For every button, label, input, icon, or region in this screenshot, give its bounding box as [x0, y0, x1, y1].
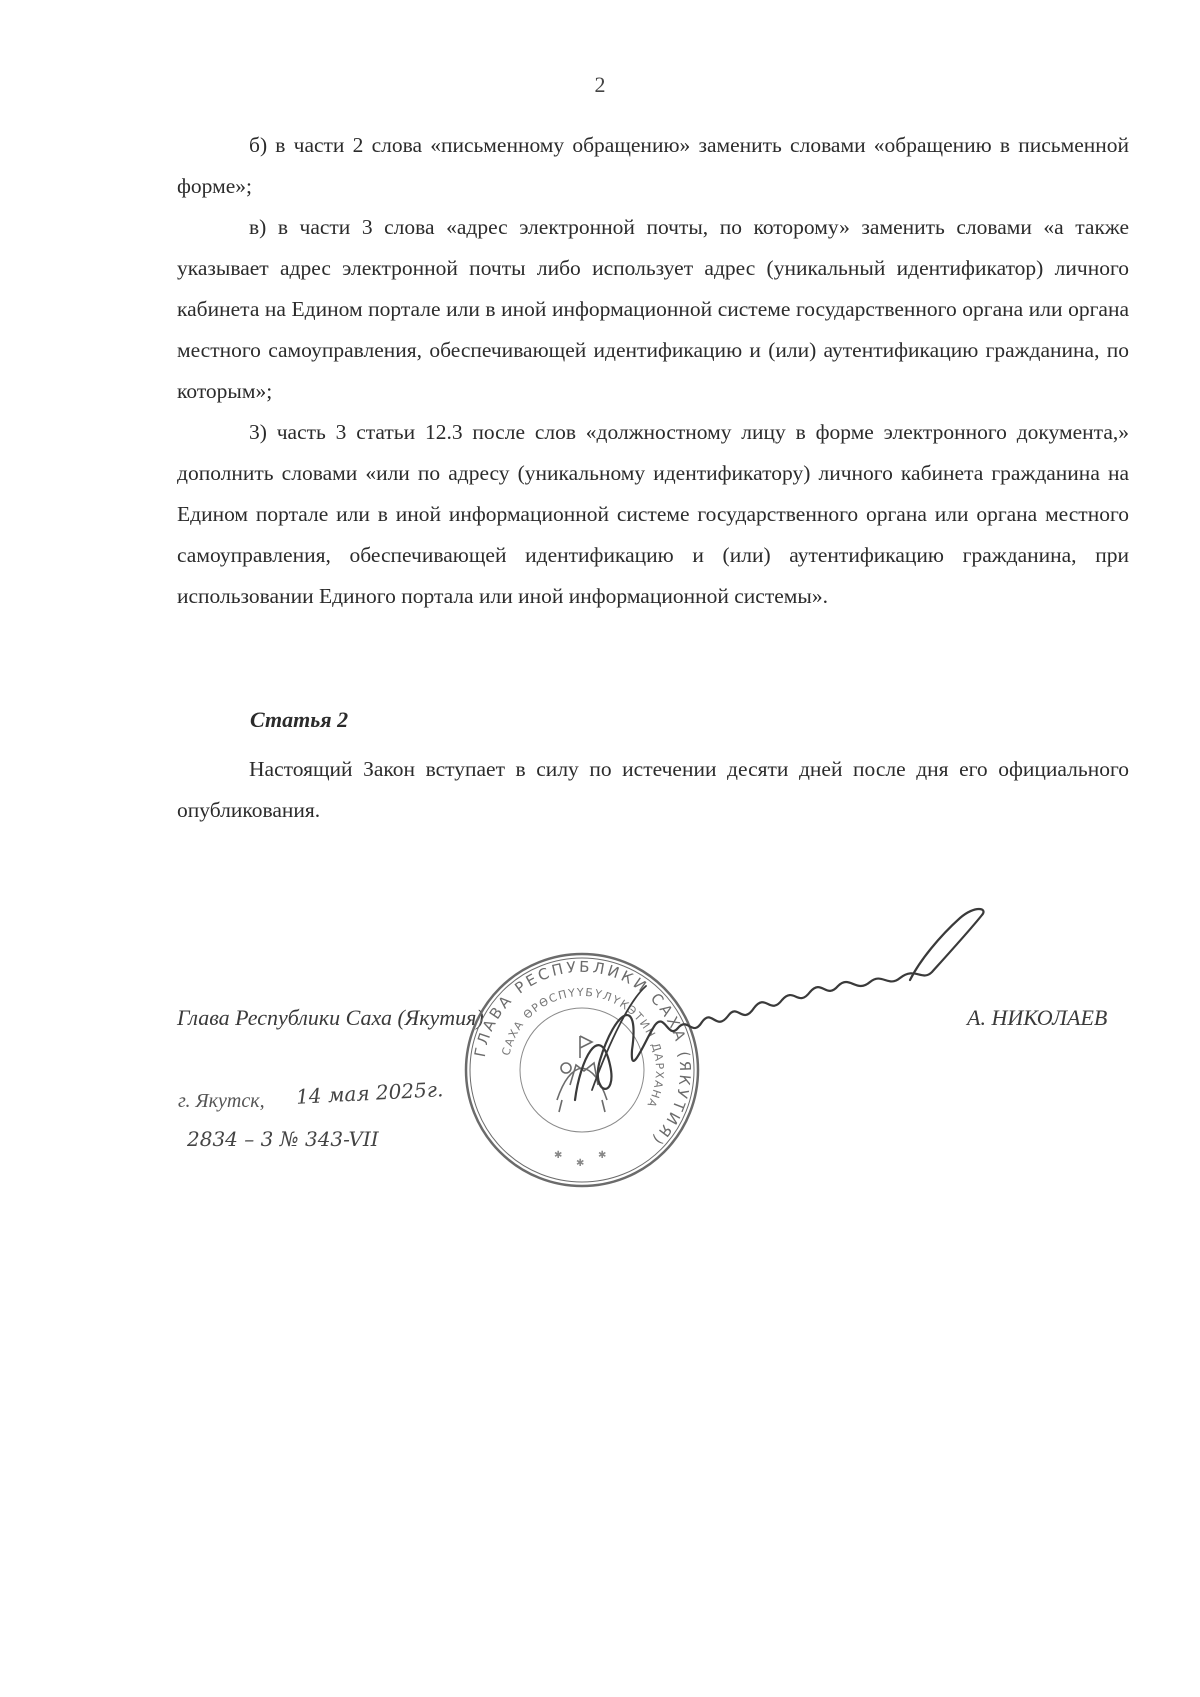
paragraph-b: б) в части 2 слова «письменному обращению» заменить словами «обращению в письменной форме»; — [177, 133, 1129, 198]
article-paragraph: Настоящий Закон вступает в силу по истечении десяти дней после дня его официального опубликования. — [177, 757, 1129, 822]
svg-text:✱: ✱ — [576, 1158, 585, 1169]
page-number: 2 — [594, 72, 606, 97]
signatory-title: Глава Республики Саха (Якутия) — [177, 1005, 484, 1030]
seal-stars — [554, 1150, 606, 1169]
handwritten-signature — [570, 890, 990, 1110]
article-body — [177, 749, 1129, 831]
seal-inner-text: САХА ӨРӨСПYYБYЛYКЭТИН ДАРХАНА — [499, 985, 667, 1111]
place-label: г. Якутск, — [178, 1090, 265, 1112]
signatory-name: А. НИКОЛАЕВ — [967, 1005, 1108, 1030]
paragraph-v: в) в части 3 слова «адрес электронной почты, по которому» заменить словами «а также указывает адрес электронной почты либо использует адрес (уникальный идентификатор) личного кабинета на Едином портале или в иной информационной системе государственного органа или органа местного самоуправления, обеспечивающей идентификацию и (или) аутентификацию гражданина, по которым»; — [177, 215, 1129, 403]
svg-text:✱: ✱ — [554, 1150, 563, 1161]
paragraph-3: 3) часть 3 статьи 12.3 после слов «должностному лицу в форме электронного документа,» дополнить словами «или по адресу (уникальному идентификатору) личного кабинета гражданина на Едином портале или в иной информационной системе государственного органа или органа местного самоуправления, обеспечивающей идентификацию и (или) аутентификацию гражданина, при использовании Единого портала или иной информационной системы». — [177, 420, 1129, 608]
seal-outer-text: ГЛАВА РЕСПУБЛИКИ САХА (ЯКУТИЯ) — [470, 957, 695, 1151]
article-heading: Статья 2 — [250, 707, 349, 732]
svg-text:✱: ✱ — [598, 1150, 607, 1161]
amendment-text — [177, 125, 1129, 617]
handwritten-registration-number: 2834 – 3 № 343-VII — [187, 1127, 379, 1151]
handwritten-date: 14 мая 2025г. — [295, 1077, 444, 1109]
